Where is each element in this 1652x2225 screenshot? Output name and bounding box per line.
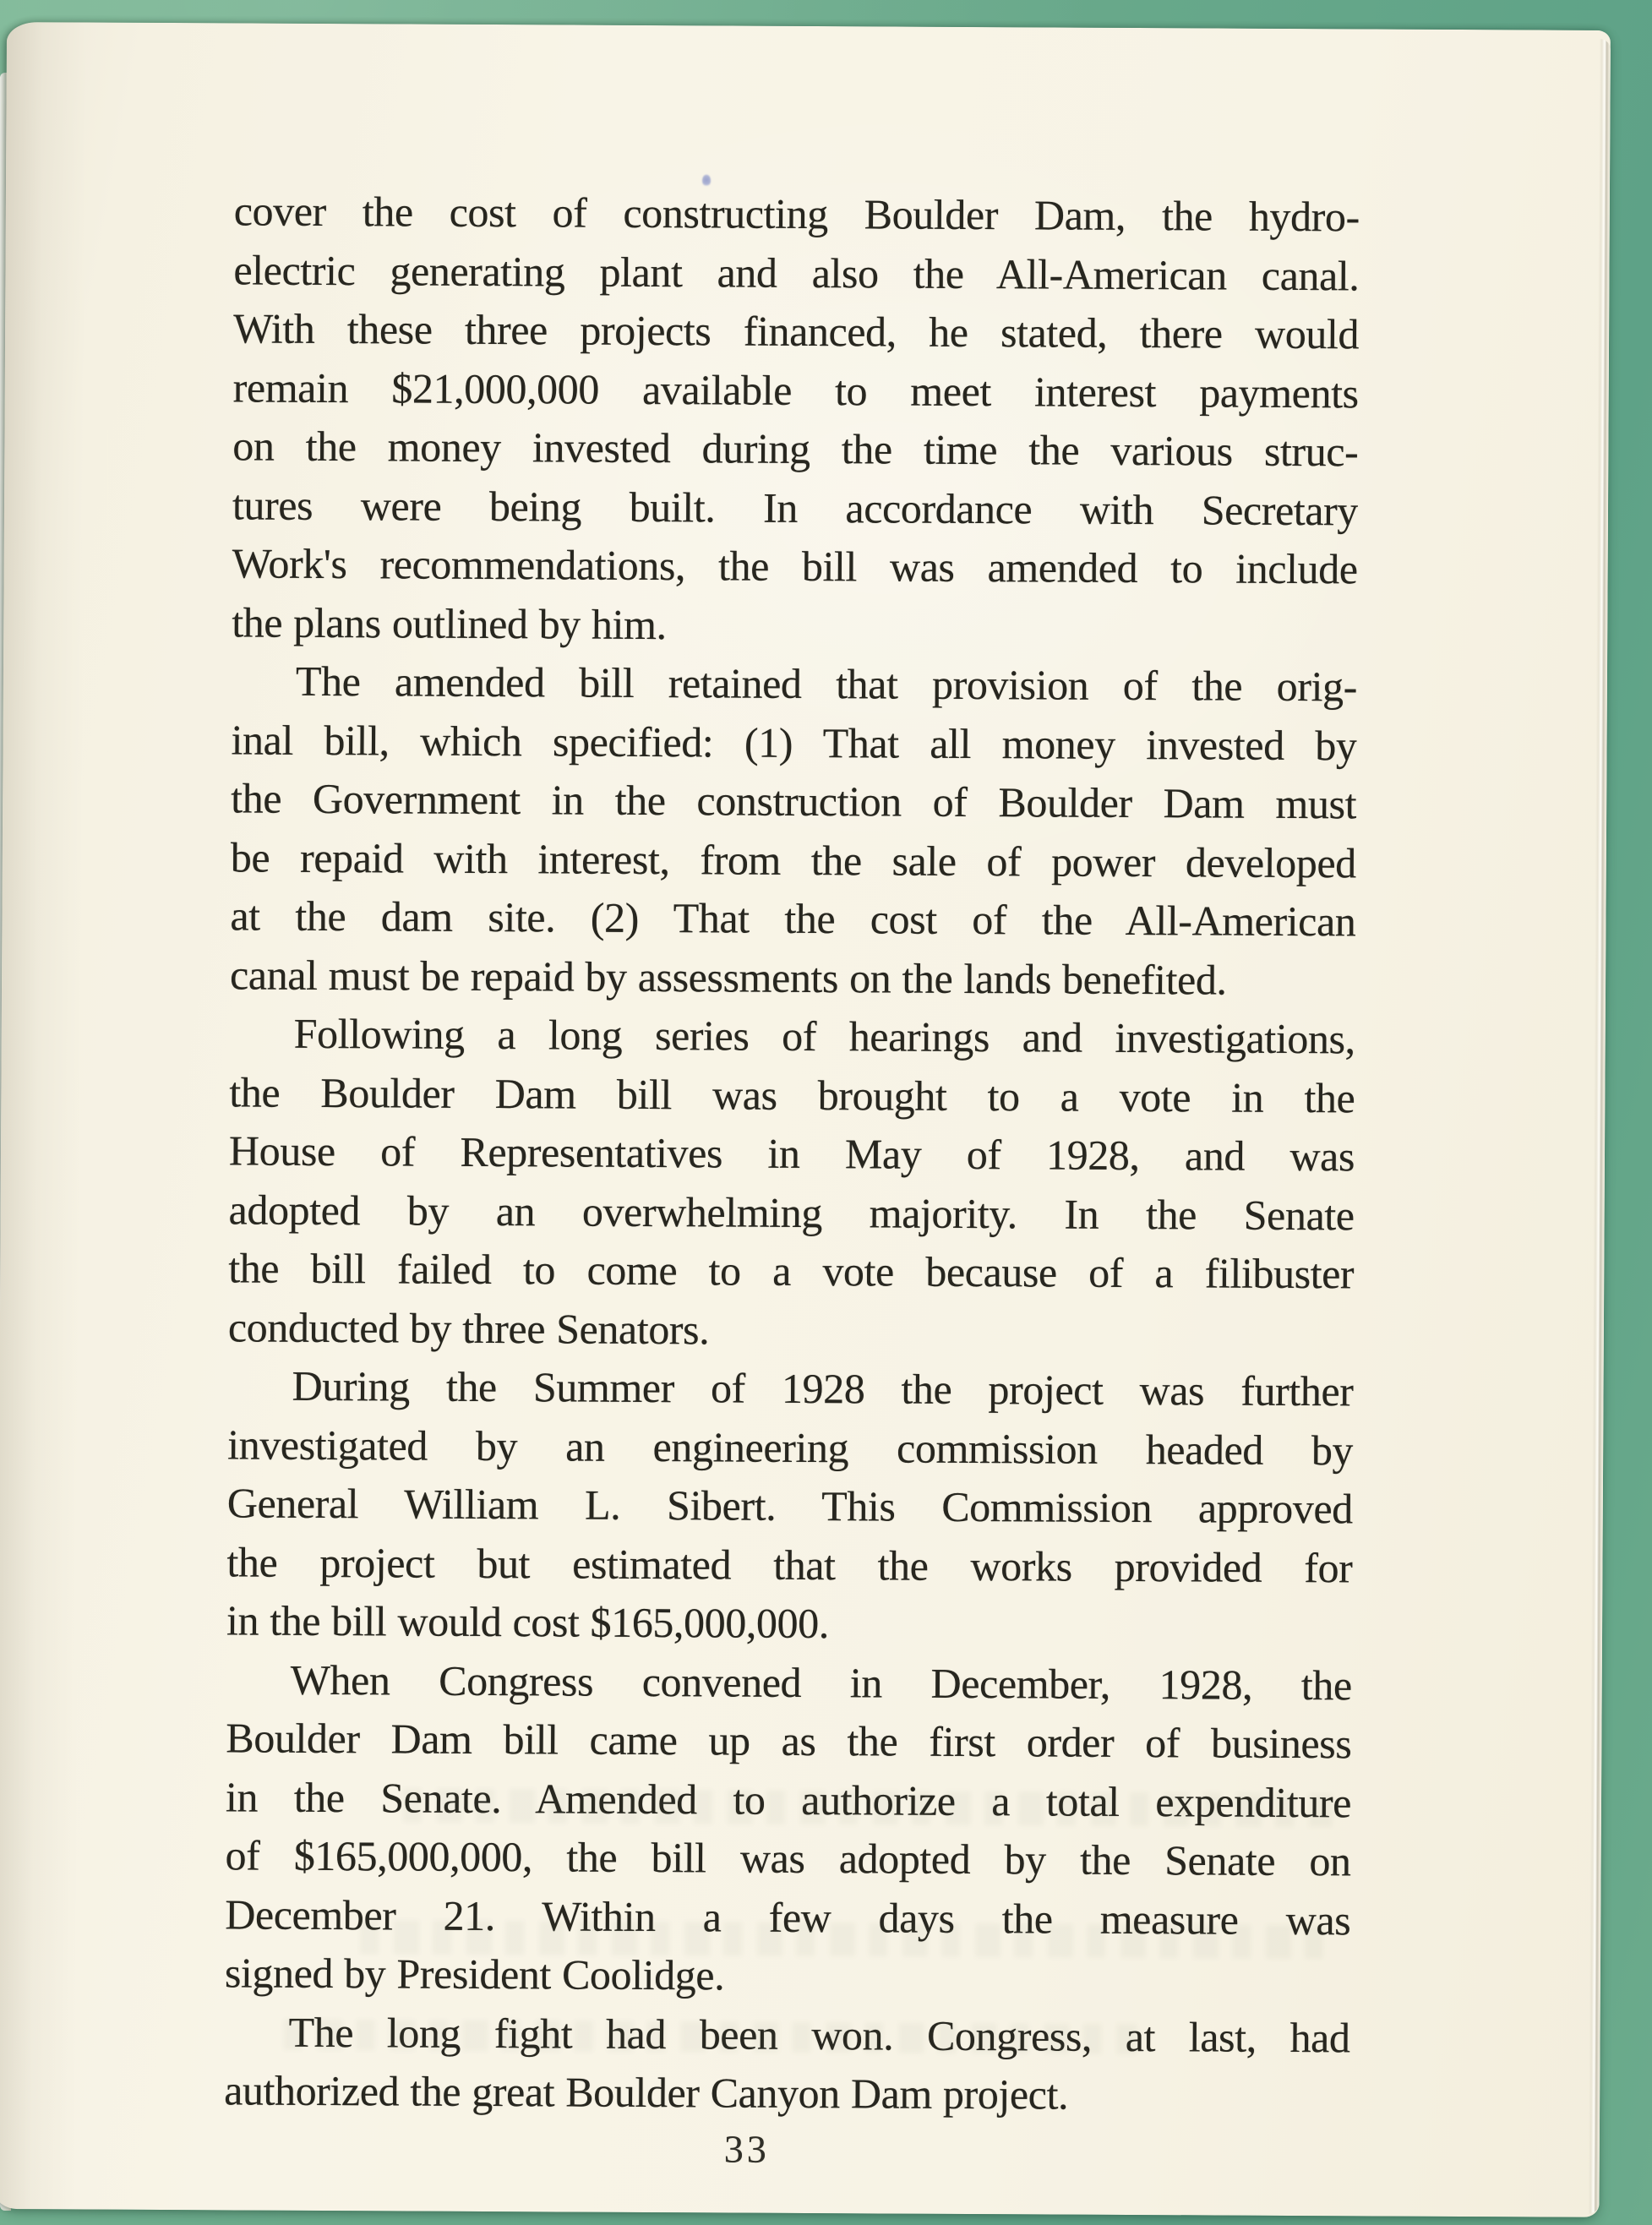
text-line: investigated by an engineering commission headed by	[227, 1420, 1354, 1474]
text-line: Work's recommendations, the bill was amended to include	[232, 539, 1358, 593]
text-line: the plans outlined by him.	[232, 597, 667, 648]
text-line: at the dam site. (2) That the cost of the All-American	[230, 892, 1356, 946]
text-line: House of Representatives in May of 1928, and was	[228, 1126, 1355, 1181]
text-line: signed by President Coolidge.	[224, 1949, 725, 1999]
text-line: electric generating plant and also the All-American canal.	[233, 245, 1360, 299]
text-line: Boulder Dam bill came up as the first order of business	[226, 1714, 1352, 1768]
text-line: Following a long series of hearings and investigations,	[293, 1009, 1355, 1063]
text-line: cover the cost of constructing Boulder Dam, the hydro-	[233, 187, 1360, 241]
text-line: be repaid with interest, from the sale of power developed	[230, 832, 1356, 886]
book-page	[0, 22, 1611, 2217]
text-line: inal bill, which specified: (1) That all money invested by	[231, 715, 1357, 769]
page-text-block	[224, 182, 1360, 2125]
text-line: With these three projects financed, he stated, there would	[232, 304, 1360, 358]
text-line: When Congress convened in December, 1928, the	[290, 1655, 1352, 1709]
ink-speck	[702, 174, 711, 187]
text-line: the Boulder Dam bill was brought to a vote in the	[229, 1067, 1355, 1121]
text-line: adopted by an overwhelming majority. In the Senate	[228, 1185, 1355, 1239]
text-line: December 21. Within a few days the measure was	[225, 1890, 1351, 1944]
text-line: canal must be repaid by assessments on the lands benefited.	[229, 950, 1227, 1004]
text-line: remain $21,000,000 available to meet interest payments	[232, 363, 1359, 417]
text-line: in the bill would cost $165,000,000.	[226, 1596, 830, 1648]
page-right-edge-lines	[1588, 39, 1610, 2214]
text-line: During the Summer of 1928 the project was further	[292, 1361, 1354, 1415]
text-line: General William L. Sibert. This Commission approved	[226, 1479, 1353, 1533]
text-line: The amended bill retained that provision of the orig-	[295, 657, 1358, 711]
text-line: the Government in the construction of Boulder Dam must	[231, 774, 1357, 828]
text-line: conducted by three Senators.	[227, 1302, 710, 1353]
text-line: authorized the great Boulder Canyon Dam project.	[224, 2066, 1069, 2119]
text-line: in the Senate. Amended to authorize a total expenditure	[225, 1772, 1352, 1826]
text-line: of $165,000,000, the bill was adopted by the Senate on	[225, 1831, 1351, 1885]
page-number: 33	[723, 2127, 770, 2171]
text-line: the project but estimated that the works provided for	[226, 1537, 1353, 1591]
text-line: tures were being built. In accordance with Secretary	[232, 480, 1359, 534]
text-line: the bill failed to come to a vote because of a filibuster	[228, 1244, 1355, 1298]
text-line: on the money invested during the time the various struc-	[232, 422, 1359, 476]
text-line: The long fight had been won. Congress, at last, had	[288, 2008, 1350, 2061]
